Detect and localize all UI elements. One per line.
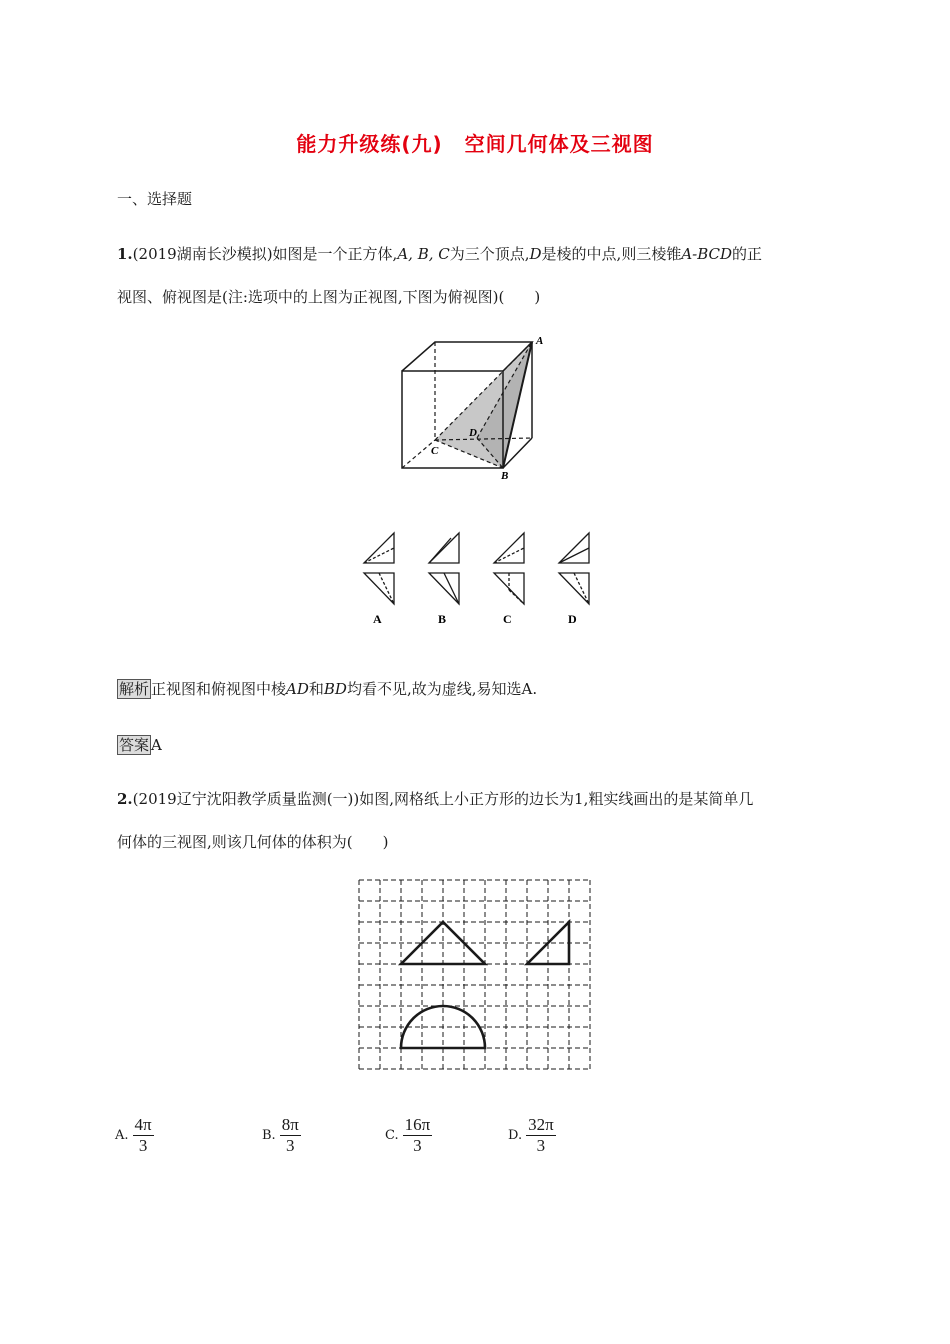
option-label-a: A: [373, 612, 382, 626]
option-b-views: [429, 533, 459, 604]
section-heading: 一、选择题: [117, 190, 193, 208]
cube-label-c: C: [431, 445, 439, 457]
option-label-d: D: [568, 612, 577, 626]
analysis-and: 和: [308, 680, 324, 698]
choice-b-label: B.: [262, 1128, 276, 1143]
cube-figure: [395, 332, 555, 482]
option-label-c: C: [503, 612, 512, 626]
option-label-b: B: [438, 612, 447, 626]
choice-a-fraction: [133, 1115, 154, 1156]
cube-label-b: B: [501, 470, 509, 482]
choice-b-den: 3: [285, 1136, 295, 1155]
q1-text-c: 是棱的中点,则三棱锥: [541, 245, 682, 263]
analysis-text-a: 正视图和俯视图中棱: [151, 680, 287, 698]
choice-a-label: A.: [115, 1128, 129, 1143]
q1-text-a: (2019湖南长沙模拟)如图是一个正方体,: [132, 245, 398, 263]
q1-answer: [117, 735, 162, 755]
analysis-text-b: 均看不见,故为虚线,易知选A.: [346, 680, 538, 698]
choice-d-label: D.: [508, 1128, 523, 1143]
grid-figure: [359, 880, 591, 1072]
option-views: [360, 530, 600, 630]
q2-choice-a[interactable]: [115, 1115, 154, 1156]
analysis-tag: 解析: [119, 680, 150, 698]
q2-number: 2.: [117, 790, 133, 808]
option-a-views: [364, 533, 394, 604]
q1-text-b: 为三个顶点,: [449, 245, 530, 263]
cube-label-a: A: [536, 335, 544, 347]
analysis-ad: AD: [286, 680, 309, 698]
option-c-views: [494, 533, 524, 604]
choice-d-num: 32π: [528, 1115, 554, 1134]
q1-line1: [117, 244, 762, 264]
q2-choice-c[interactable]: [385, 1115, 432, 1156]
choice-c-fraction: [403, 1115, 433, 1156]
q1-text-d: 的正: [732, 245, 763, 263]
choice-a-den: 3: [138, 1136, 148, 1155]
title-part2: 空间几何体及三视图: [464, 132, 654, 156]
page-title: [0, 128, 950, 157]
choice-c-den: 3: [413, 1136, 422, 1155]
choice-b-fraction: [280, 1115, 301, 1156]
choice-d-den: 3: [536, 1136, 546, 1155]
answer-value: A: [151, 736, 162, 754]
q1-line2: 视图、俯视图是(注:选项中的上图为正视图,下图为俯视图)( ): [117, 288, 541, 306]
q1-vars: A, B, C: [397, 245, 450, 263]
choice-a-num: 4π: [134, 1115, 152, 1134]
choice-b-num: 8π: [281, 1115, 299, 1134]
q1-var-abcd: A-BCD: [681, 245, 733, 263]
q2-line2: 何体的三视图,则该几何体的体积为( ): [117, 833, 389, 851]
q2-choice-d[interactable]: [508, 1115, 556, 1156]
q2-line1: [117, 789, 753, 809]
choice-c-label: C.: [385, 1128, 399, 1143]
analysis-bd: BD: [323, 680, 347, 698]
q1-var-d: D: [529, 245, 542, 263]
option-d-views: [559, 533, 589, 604]
q1-analysis: [117, 679, 537, 699]
grid-lines: [359, 880, 590, 1069]
choice-d-fraction: [526, 1115, 556, 1156]
cube-label-d: D: [469, 427, 477, 439]
q1-number: 1.: [117, 245, 133, 263]
answer-tag: 答案: [119, 736, 150, 754]
choice-c-num: 16π: [404, 1115, 431, 1134]
title-part1: 能力升级练(九): [296, 132, 443, 156]
q2-text-1: (2019辽宁沈阳教学质量监测(一))如图,网格纸上小正方形的边长为1,粗实线画出的是某简单几: [132, 790, 754, 808]
q2-choice-b[interactable]: [262, 1115, 301, 1156]
